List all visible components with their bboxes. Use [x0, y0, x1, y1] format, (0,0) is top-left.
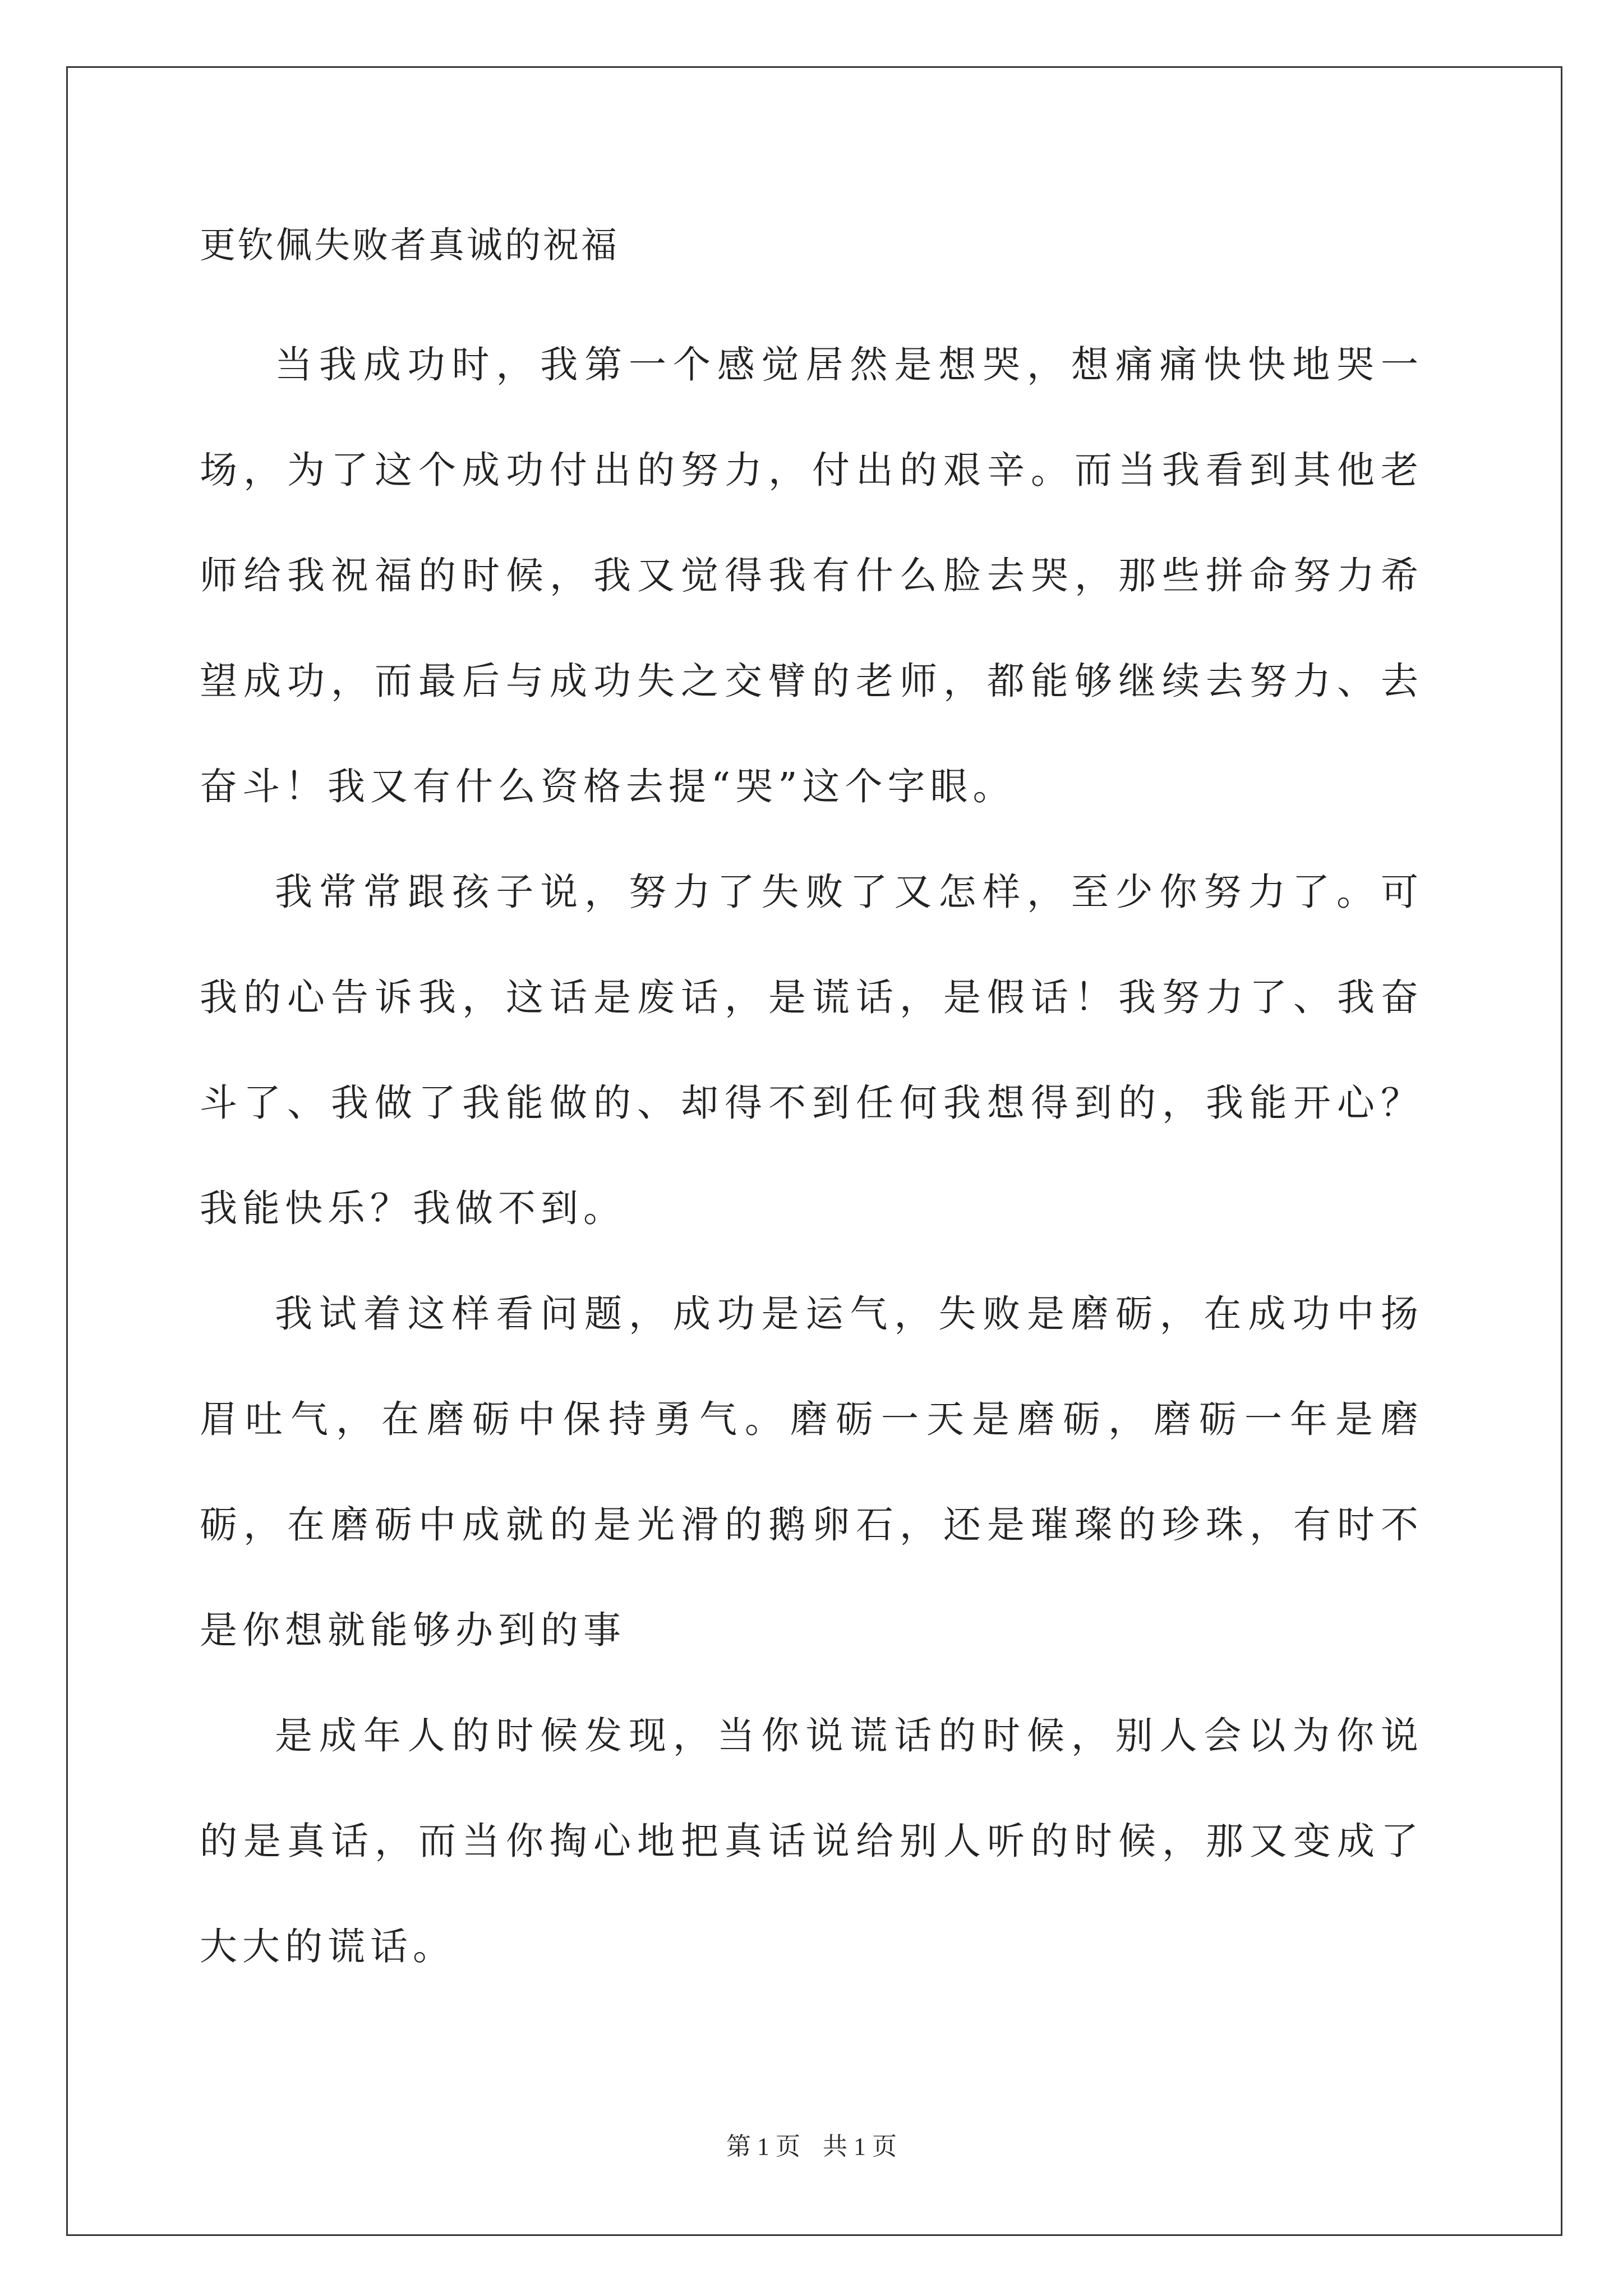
paragraph: 我常常跟孩子说，努力了失败了又怎样，至少你努力了。可我的心告诉我，这话是废话，是谎话，是假话！我努力了、我奋斗了、我做了我能做的、却得不到任何我想得到的，我能开心？我能快乐？我做不到。 [200, 870, 1423, 1230]
document-title: 更钦佩失败者真诚的祝福 [200, 225, 619, 266]
paragraph: 当我成功时，我第一个感觉居然是想哭，想痛痛快快地哭一场，为了这个成功付出的努力，付出的艰辛。而当我看到其他老师给我祝福的时候，我又觉得我有什么脸去哭，那些拼命努力希望成功，而最后与成功失之交臂的老师，都能够继续去努力、去奋斗！我又有什么资格去提“哭”这个字眼。 [200, 343, 1423, 808]
paragraph: 是成年人的时候发现，当你说谎话的时候，别人会以为你说的是真话，而当你掏心地把真话说给别人听的时候，那又变成了大大的谎话。 [200, 1714, 1423, 1968]
page-footer [0, 2126, 1623, 2162]
document-body [200, 213, 1423, 1999]
paragraph: 我试着这样看问题，成功是运气，失败是磨砺，在成功中扬眉吐气，在磨砺中保持勇气。磨砺一天是磨砺，磨砺一年是磨砺，在磨砺中成就的是光滑的鹅卵石，还是璀璨的珍珠，有时不是你想就能够办到的事 [200, 1292, 1423, 1652]
page-number: 第 1 页 [726, 2133, 800, 2160]
page-total: 共 1 页 [823, 2133, 897, 2160]
